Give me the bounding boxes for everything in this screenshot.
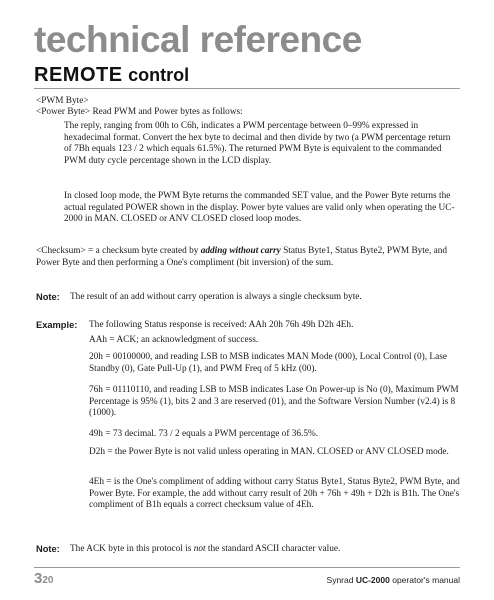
page-number: 320 [34, 570, 54, 587]
power-byte-tag: <Power Byte> Read PWM and Power bytes as follows: [36, 107, 243, 117]
footer-divider [34, 567, 460, 568]
checksum-emphasis: adding without carry [200, 246, 281, 256]
example-item: D2h = the Power Byte is not valid unless operating in MAN. CLOSED or ANV CLOSED mode. [89, 447, 449, 457]
example-item: 49h = 73 decimal. 73 / 2 equals a PWM percentage of 36.5%. [89, 429, 319, 439]
page-title: technical reference [34, 19, 362, 60]
example-item: 4Eh = is the One's compliment of adding without carry Status Byte1, Status Byte2, PWM Byte, and Power Byte. For example, the add without carry result of 20h + 76h + 49h + D2h is B1h. The One's compliment of B1h equals a correct checksum value of 4Eh. [89, 477, 460, 510]
note-label: Note: [36, 544, 60, 554]
subtitle-control: control [128, 65, 190, 85]
note-text: The ACK byte in this protocol is not the standard ASCII character value. [70, 544, 341, 554]
note-emphasis: not [193, 544, 206, 554]
example-item: 76h = 01110110, and reading LSB to MSB indicates Lase On Power-up is No (0), Maximum PWM Percentage is 95% (1), bits 2 and 3 are reserved (01), and the Software Version Number (v2.4) is 8 (1000). [89, 385, 459, 418]
pwm-paragraph-2: In closed loop mode, the PWM Byte returns the commanded SET value, and the Power Byte returns the actual regulated POWER shown in the display. Power byte values are valid only when operating the UC-2000 in MAN. CLOSED or ANV CLOSED closed loop modes. [64, 191, 455, 224]
note-text: The result of an add without carry operation is always a single checksum byte. [70, 292, 362, 302]
note-label: Note: [36, 292, 60, 302]
page-subtitle [34, 64, 189, 86]
example-label: Example: [36, 320, 78, 330]
pwm-byte-tag: <PWM Byte> [36, 96, 89, 106]
checksum-paragraph [36, 246, 460, 269]
checksum-text-after: Status Byte1, Status Byte2, PWM Byte, and Power Byte and then performing a One's compliment (bit inversion) of the sum. [36, 246, 448, 268]
subtitle-remote: REMOTE [34, 64, 123, 86]
manual-title: Synrad UC-2000 operator's manual [326, 575, 460, 585]
example-item: AAh = ACK; an acknowledgment of success. [89, 335, 259, 345]
title-divider [34, 88, 460, 89]
example-item: 20h = 00100000, and reading LSB to MSB indicates MAN Mode (000), Local Control (0), Lase Standby (0), Gate Pull-Up (1), and PWM Freq of 5 kHz (00). [89, 352, 447, 374]
checksum-text-before: <Checksum> = a checksum byte created by [36, 246, 201, 256]
example-intro: The following Status response is received: AAh 20h 76h 49h D2h 4Eh. [89, 320, 354, 330]
pwm-paragraph-1: The reply, ranging from 00h to C6h, indicates a PWM percentage between 0–99% expressed in hexadecimal format. Convert the hex byte to decimal and then divide by two (a PWM percentage return of 7Bh equals 123 / 2 which equals 61.5%). The returned PWM Byte is equivalent to the commanded PWM duty cycle percentage shown in the LCD display. [64, 121, 451, 166]
